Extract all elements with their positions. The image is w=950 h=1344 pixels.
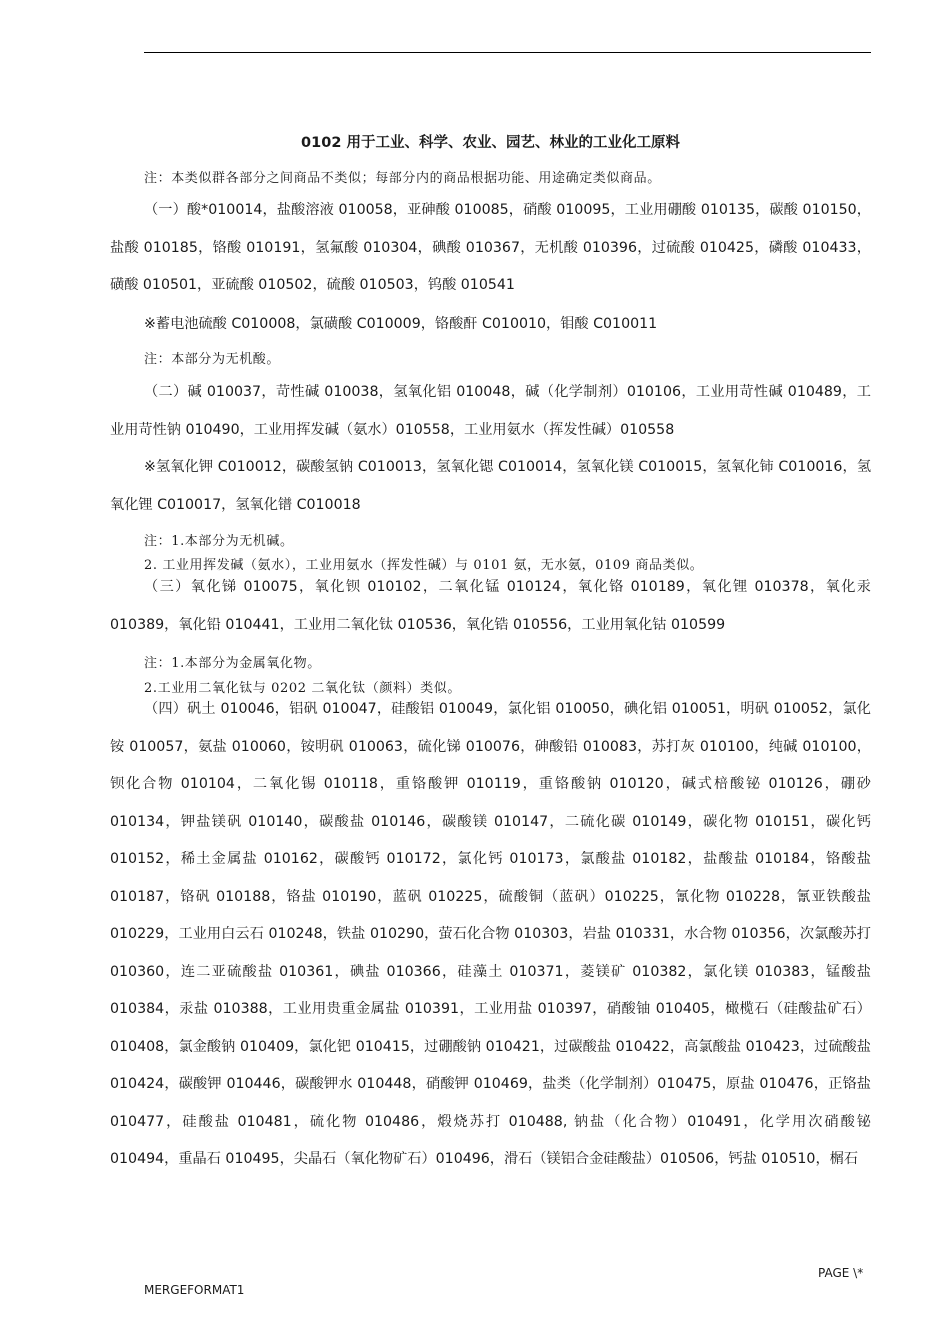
section-2-note-2: 2. 工业用挥发碱（氨水），工业用氨水（挥发性碱）与 0101 氨，无水氨，0109 商品类似。: [144, 558, 704, 573]
intro-note: 注：本类似群各部分之间商品不类似；每部分内的商品根据功能、用途确定类似商品。: [144, 171, 661, 186]
header-rule: [144, 52, 871, 53]
section-1-note: 注：本部分为无机酸。: [144, 352, 281, 367]
footer-merge-field: MERGEFORMAT1: [144, 1283, 245, 1297]
section-3-note-1: 注：1.本部分为金属氧化物。: [144, 656, 321, 671]
section-2-extra: ※氢氧化钾 C010012，碳酸氢钠 C010013，氢氧化锶 C010014，氢氧化镁 C010015，氢氧化铈 C010016，氢氧化锂 C010017，氢氧化镨 C010018: [110, 459, 872, 513]
section-3-paragraph: （三）氧化锑 010075，氧化钡 010102，二氧化锰 010124，氧化铬 010189，氧化锂 010378，氧化汞 010389，氧化铅 010441，工业用二氧化钛 010536，氧化锆 010556，工业用氧化钴 010599: [110, 579, 871, 633]
page-title: 0102 用于工业、科学、农业、园艺、林业的工业化工原料: [301, 135, 680, 151]
section-1-paragraph: （一）酸*010014，盐酸溶液 010058，亚砷酸 010085，硝酸 010095，工业用硼酸 010135，碳酸 010150，盐酸 010185，铬酸 010191，氢氟酸 010304，碘酸 010367，无机酸 010396，过硫酸 010425，磷酸 010433，磺酸 010501，亚硫酸 010502，硫酸 010503，钨酸 010541: [110, 202, 871, 293]
footer-page-field: PAGE \*: [818, 1266, 864, 1280]
section-3-note-2: 2.工业用二氧化钛与 0202 二氧化钛（颜料）类似。: [144, 681, 461, 696]
section-4-paragraph: （四）矾土 010046，铝矾 010047，硅酸铝 010049，氯化铝 010050，碘化铝 010051，明矾 010052，氯化铵 010057，氨盐 010060，铵明矾 010063，硫化锑 010076，砷酸铅 010083，苏打灰 010100，纯碱 010100，钡化合物 010104，二氧化锡 010118，重铬酸钾 010119，重铬酸钠 010120，碱式棓酸铋 010126，硼砂 010134，钾盐镁矾 010140，碳酸盐 010146，碳酸镁 010147，二硫化碳 010149，碳化物 010151，碳化钙 010152，稀土金属盐 010162，碳酸钙 010172，氯化钙 010173，氯酸盐 010182，盐酸盐 010184，铬酸盐 010187，铬矾 010188，铬盐 010190，蓝矾 010225，硫酸铜（蓝矾）010225，氰化物 010228，氰亚铁酸盐 010229，工业用白云石 010248，铁盐 010290，萤石化合物 010303，岩盐 010331，水合物 010356，次氯酸苏打 010360，连二亚硫酸盐 010361，碘盐 010366，硅藻土 010371，菱镁矿 010382，氯化镁 010383，锰酸盐 010384，汞盐 010388，工业用贵重金属盐 010391，工业用盐 010397，硝酸铀 010405，橄榄石（硅酸盐矿石）010408，氯金酸钠 010409，氯化钯 010415，过硼酸钠 010421，过碳酸盐 010422，高氯酸盐 010423，过硫酸盐 010424，碳酸钾 010446，碳酸钾水 010448，硝酸钾 010469，盐类（化学制剂）010475，原盐 010476，正铬盐 010477，硅酸盐 010481，硫化物 010486，煅烧苏打 010488, 钠盐（化合物）010491，化学用次硝酸铋 010494，重晶石 010495，尖晶石（氧化物矿石）010496，滑石（镁铝合金硅酸盐）010506，钙盐 010510，榍石: [110, 701, 871, 1167]
section-1-extra: ※蓄电池硫酸 C010008，氯磺酸 C010009，铬酸酐 C010010，钼酸 C010011: [144, 316, 658, 332]
section-2-note-1: 注：1.本部分为无机碱。: [144, 534, 294, 549]
section-2-paragraph: （二）碱 010037，苛性碱 010038，氢氧化铝 010048，碱（化学制剂）010106，工业用苛性碱 010489，工业用苛性钠 010490，工业用挥发碱（氨水）010558，工业用氨水（挥发性碱）010558: [110, 384, 871, 438]
